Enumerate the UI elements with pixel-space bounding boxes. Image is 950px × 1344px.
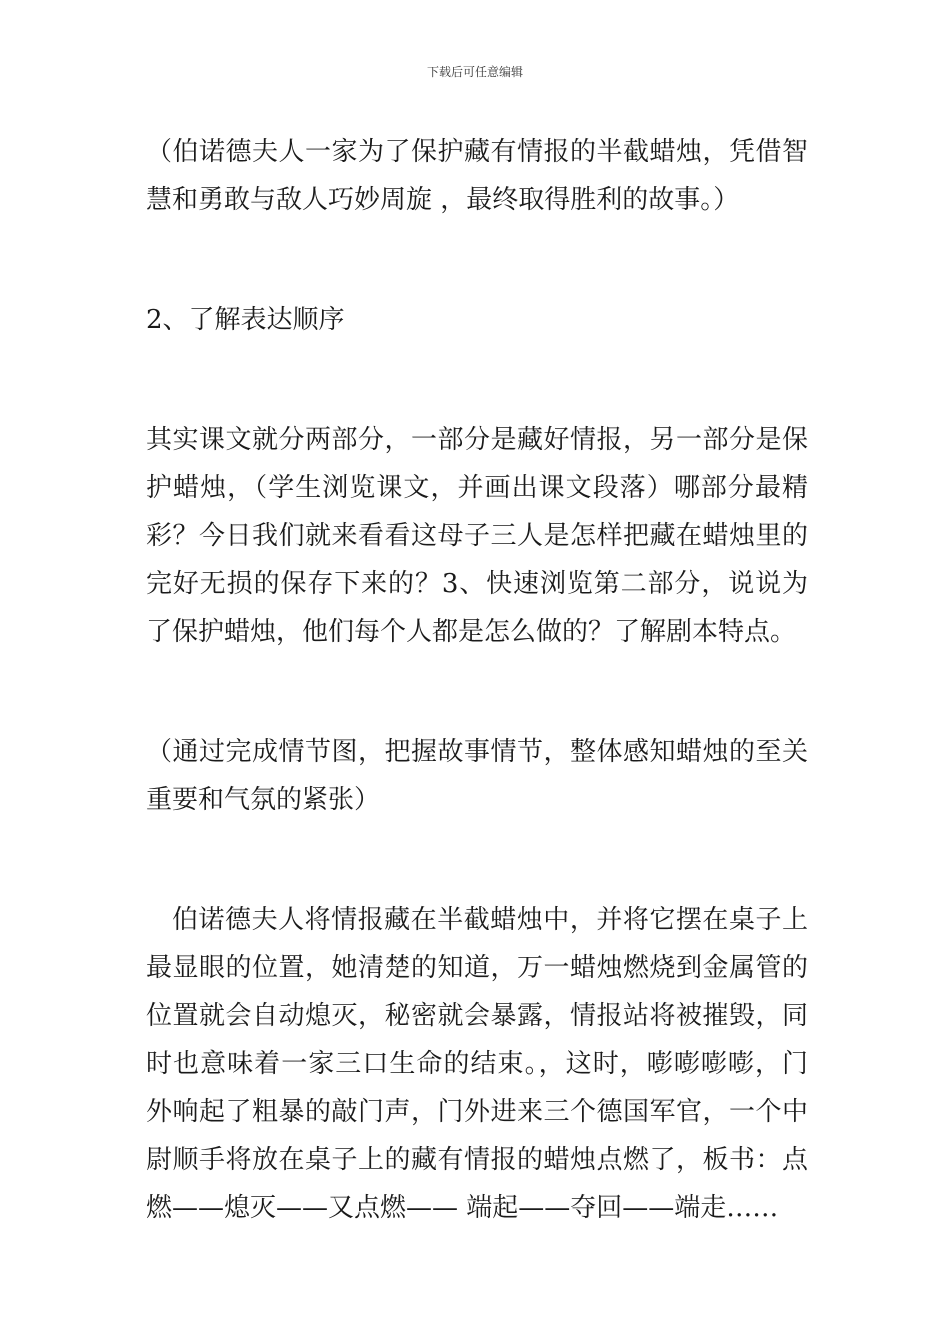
paragraph-story: 伯诺德夫人将情报藏在半截蜡烛中，并将它摆在桌子上最显眼的位置，她清楚的知道，万一蜡烛燃烧到金属管的位置就会自动熄灭，秘密就会暴露，情报站将被摧毁，同时也意味着一家三口生命的结束。，这时，嘭嘭嘭嘭，门外响起了粗暴的敲门声，门外进来三个德国军官，一个中尉顺手将放在桌子上的藏有情报的蜡烛点燃了，板书：点燃——熄灭——又点燃—— 端起——夺回——端走…… bbox=[146, 905, 808, 1223]
spacer bbox=[146, 656, 808, 728]
spacer bbox=[146, 824, 808, 896]
spacer bbox=[146, 224, 808, 296]
page-header: 下载后可任意编辑 bbox=[426, 65, 523, 79]
section-heading: 2、了解表达顺序 bbox=[146, 305, 345, 335]
paragraph-structure: 其实课文就分两部分，一部分是藏好情报，另一部分是保护蜡烛，（学生浏览课文，并画出课文段落）哪部分最精彩？今日我们就来看看这母子三人是怎样把藏在蜡烛里的完好无损的保存下来的？3、快速浏览第二部分，说说为了保护蜡烛，他们每个人都是怎么做的？了解剧本特点。 bbox=[146, 425, 808, 647]
paragraph-plot-note: （通过完成情节图，把握故事情节，整体感知蜡烛的至关重要和气氛的紧张） bbox=[146, 737, 808, 815]
document-body bbox=[146, 128, 808, 1232]
spacer bbox=[146, 344, 808, 416]
paragraph-summary: （伯诺德夫人一家为了保护藏有情报的半截蜡烛，凭借智慧和勇敢与敌人巧妙周旋 ，最终取得胜利的故事。） bbox=[146, 137, 808, 215]
